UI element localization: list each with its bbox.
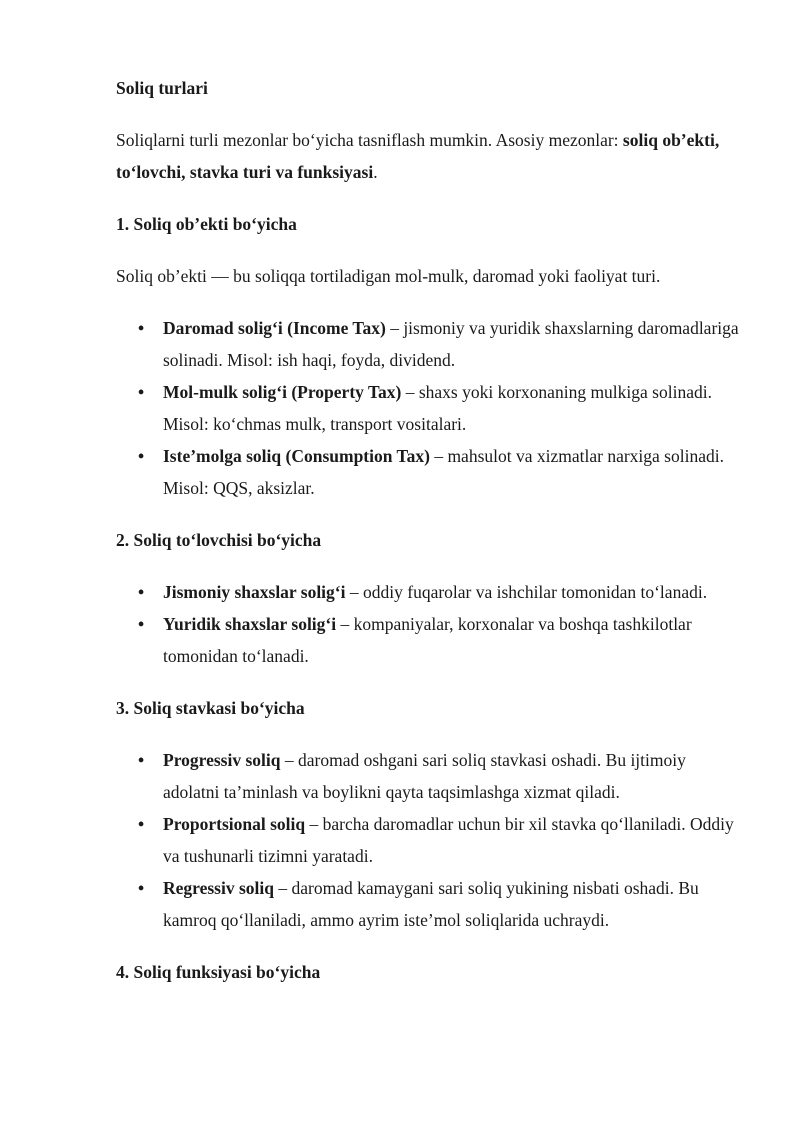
list-item-term: Progressiv soliq <box>163 750 281 770</box>
list-item <box>116 312 740 376</box>
section-heading-payer: 2. Soliq to‘lovchisi bo‘yicha <box>116 530 322 550</box>
intro-text: Soliqlarni turli mezonlar bo‘yicha tasniflash mumkin. Asosiy mezonlar: <box>116 130 623 150</box>
section-heading-rate: 3. Soliq stavkasi bo‘yicha <box>116 698 305 718</box>
list-item <box>116 576 740 608</box>
list-item-text: – shaxs yoki korxonaning mulkiga solinadi. Misol: ko‘chmas mulk, transport vositalari. <box>163 382 712 434</box>
list-item-text: – jismoniy va yuridik shaxslarning daromadlariga solinadi. Misol: ish haqi, foyda, dividend. <box>163 318 739 370</box>
section-list-object <box>116 312 740 504</box>
intro-bold-criteria: soliq ob’ekti, to‘lovchi, stavka turi va funksiyasi <box>116 130 720 182</box>
bullet-icon: • <box>138 582 145 602</box>
bullet-icon: • <box>138 446 145 466</box>
list-item-term: Mol-mulk solig‘i (Property Tax) <box>163 382 402 402</box>
list-item-text: – barcha daromadlar uchun bir xil stavka qo‘llaniladi. Oddiy va tushunarli tizimni yaratadi. <box>163 814 734 866</box>
bullet-icon: • <box>138 750 145 770</box>
bullet-icon: • <box>138 318 145 338</box>
list-item-term: Yuridik shaxslar solig‘i <box>163 614 337 634</box>
list-item <box>116 744 740 808</box>
list-item <box>116 376 740 440</box>
list-item-term: Proportsional soliq <box>163 814 306 834</box>
list-item-text: – daromad oshgani sari soliq stavkasi oshadi. Bu ijtimoiy adolatni ta’minlash va boylikni qayta taqsimlashga xizmat qiladi. <box>163 750 686 802</box>
section-list-rate <box>116 744 740 936</box>
list-item-term: Daromad solig‘i (Income Tax) <box>163 318 386 338</box>
document-title: Soliq turlari <box>116 78 208 98</box>
section-heading-object: 1. Soliq ob’ekti bo‘yicha <box>116 214 297 234</box>
section-heading-function: 4. Soliq funksiyasi bo‘yicha <box>116 962 321 982</box>
list-item <box>116 808 740 872</box>
bullet-icon: • <box>138 382 145 402</box>
list-item-text: – mahsulot va xizmatlar narxiga solinadi. Misol: QQS, aksizlar. <box>163 446 724 498</box>
list-item-term: Jismoniy shaxslar solig‘i <box>163 582 346 602</box>
bullet-icon: • <box>138 614 145 634</box>
list-item-text: – daromad kamaygani sari soliq yukining nisbati oshadi. Bu kamroq qo‘llaniladi, ammo ayrim iste’mol soliqlarida uchraydi. <box>163 878 699 930</box>
section-paragraph-object: Soliq ob’ekti — bu soliqqa tortiladigan mol-mulk, daromad yoki faoliyat turi. <box>116 266 661 286</box>
list-item-term: Regressiv soliq <box>163 878 274 898</box>
intro-end: . <box>373 162 378 182</box>
bullet-icon: • <box>138 878 145 898</box>
list-item-term: Iste’molga soliq (Consumption Tax) <box>163 446 430 466</box>
list-item <box>116 608 740 672</box>
list-item <box>116 440 740 504</box>
list-item <box>116 872 740 936</box>
intro-paragraph <box>116 124 740 188</box>
section-list-payer <box>116 576 740 672</box>
bullet-icon: • <box>138 814 145 834</box>
list-item-text: – kompaniyalar, korxonalar va boshqa tashkilotlar tomonidan to‘lanadi. <box>163 614 692 666</box>
list-item-text: – oddiy fuqarolar va ishchilar tomonidan to‘lanadi. <box>345 582 708 602</box>
